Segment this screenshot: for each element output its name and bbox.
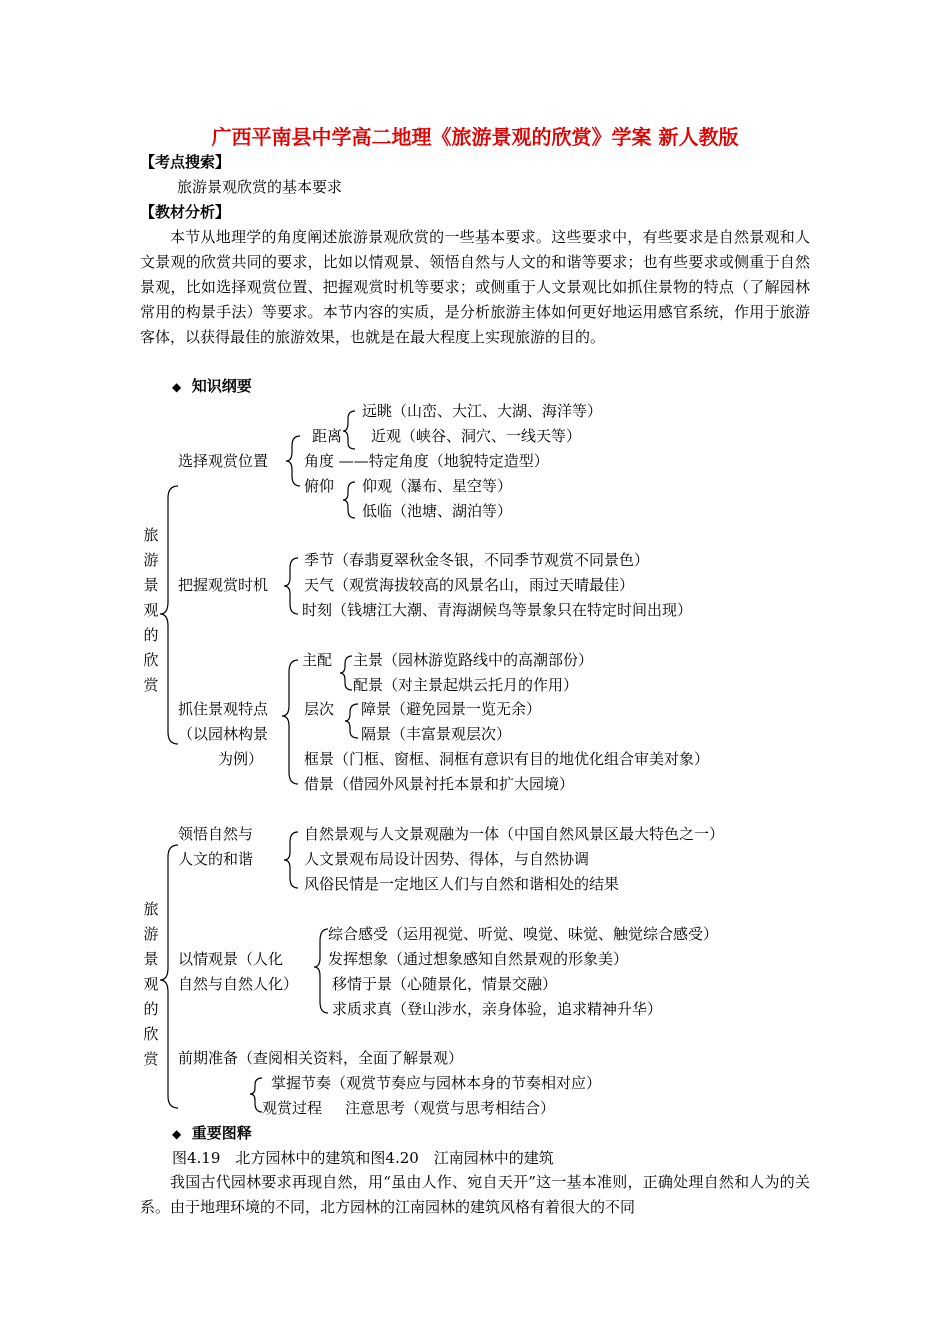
brace-zhupei xyxy=(340,656,352,690)
diagram2-root-label: 旅 游 景 观 的 欣 赏 xyxy=(143,900,159,1068)
brace-fuyang xyxy=(343,482,355,518)
node-lingwu-line1: 领悟自然与 xyxy=(178,825,254,843)
node-l2: 人文景观布局设计因势、得体，与自然协调 xyxy=(304,850,590,868)
node-q2: 发挥想象（通过想象感知自然景观的形象美） xyxy=(328,950,629,968)
brace-d1-root xyxy=(160,486,178,744)
brace-zhuazhu xyxy=(282,660,298,784)
node-jijie: 季节（春翡夏翠秋金冬银，不同季节观赏不同景色） xyxy=(304,551,650,569)
brace-yiqing xyxy=(314,929,328,1013)
node-q1: 综合感受（运用视觉、听觉、嗅觉、味觉、触觉综合感受） xyxy=(328,925,719,943)
section-heading-jiaocai: 【教材分析】 xyxy=(140,203,231,221)
node-q3: 移情于景（心随景化，情景交融） xyxy=(332,975,558,993)
node-tianqi: 天气（观赏海拔较高的风景名山，雨过天晴最佳） xyxy=(304,576,635,594)
section-heading-tushi: ◆ 重要图释 xyxy=(172,1124,252,1142)
kaodian-text: 旅游景观欣赏的基本要求 xyxy=(177,178,343,196)
node-juli: 距离 xyxy=(312,427,343,445)
node-kuangjing: 框景（门框、窗框、洞框有意识有目的地优化组合审美对象） xyxy=(304,750,710,768)
node-l3: 风俗民情是一定地区人们与自然和谐相处的结果 xyxy=(304,875,620,893)
node-zhupei: 主配 xyxy=(302,651,333,669)
node-dilin: 低临（池塘、湖泊等） xyxy=(362,502,513,520)
node-cengci: 层次 xyxy=(304,700,335,718)
node-lingwu-line2: 人文的和谐 xyxy=(178,850,254,868)
node-jiaodu: 角度 ——特定角度（地貌特定造型） xyxy=(304,452,549,470)
node-zhuazhu-line2: （以园林构景 xyxy=(178,725,269,743)
node-zhuazhu-line1: 抓住景观特点 xyxy=(178,700,269,718)
node-xuanze: 选择观赏位置 xyxy=(178,452,269,470)
jiaocai-paragraph: 本节从地理学的角度阐述旅游景观欣赏的一些基本要求。这些要求中，有些要求是自然景观和人文景观的欣赏共同的要求，比如以情观景、领悟自然与人文的和谐等要求；也有些要求或侧重于自然景观，比如选择观赏位置、把握观赏时机等要求；或侧重于人文景观比如抓住景物的特点（了解园林常用的构景手法）等要求。本节内容的实质，是分析旅游主体如何更好地运用感官系统，作用于旅游客体，以获得最佳的旅游效果，也就是在最大程度上实现旅游的目的。 xyxy=(140,228,810,346)
node-qianqi: 前期准备（查阅相关资料，全面了解景观） xyxy=(178,1049,464,1067)
node-yuantiao: 远眺（山峦、大江、大湖、海洋等） xyxy=(362,402,603,420)
brace-lingwu xyxy=(284,832,298,888)
brace-bawo xyxy=(284,558,298,614)
node-yiqing-line1: 以情观景（人化 xyxy=(178,950,284,968)
tushi-paragraph: 我国古代园林要求再现自然，用“虽由人作、宛自天开”这一基本准则，正确处理自然和人为的关系。由于地理环境的不同，北方园林的江南园林的建筑风格有着很大的不同 xyxy=(140,1173,810,1216)
node-yiqing-line2: 自然与自然人化） xyxy=(178,975,299,993)
section-heading-zhishi: ◆ 知识纲要 xyxy=(172,377,252,395)
node-zhangjing: 障景（避免园景一览无余） xyxy=(361,700,542,718)
brace-guanshang xyxy=(250,1078,262,1112)
brace-cengci xyxy=(345,704,358,738)
node-guanshang: 观赏过程 xyxy=(262,1099,323,1117)
node-zhujing: 主景（园林游览路线中的高潮部份） xyxy=(353,651,594,669)
node-l1: 自然景观与人文景观融为一体（中国自然风景区最大特色之一） xyxy=(304,825,725,843)
node-zhangwo: 掌握节奏（观赏节奏应与园林本身的节奏相对应） xyxy=(271,1074,602,1092)
diamond-bullet-icon: ◆ xyxy=(172,1127,182,1141)
node-fuyang: 俯仰 xyxy=(304,477,335,495)
tushi-caption: 图4.19 北方园林中的建筑和图4.20 江南园林中的建筑 xyxy=(172,1149,554,1167)
node-peijing: 配景（对主景起烘云托月的作用） xyxy=(353,676,579,694)
brace-xuanze xyxy=(286,436,300,486)
brace-d2-root xyxy=(160,845,178,1108)
node-bawo: 把握观赏时机 xyxy=(178,576,269,594)
brace-juli xyxy=(343,411,355,449)
diamond-bullet-icon: ◆ xyxy=(172,380,182,394)
node-gejing: 隔景（丰富景观层次） xyxy=(361,725,512,743)
node-shike: 时刻（钱塘江大潮、青海湖候鸟等景象只在特定时间出现） xyxy=(302,601,693,619)
node-jiejing: 借景（借园外风景衬托本景和扩大园境） xyxy=(304,775,575,793)
section-heading-kaodian: 【考点搜索】 xyxy=(140,153,231,171)
node-q4: 求质求真（登山涉水，亲身体验，追求精神升华） xyxy=(332,1000,663,1018)
node-zhuazhu-line3: 为例） xyxy=(218,750,264,768)
node-jinguan: 近观（峡谷、洞穴、一线天等） xyxy=(371,427,582,445)
node-yangguan: 仰观（瀑布、星空等） xyxy=(362,477,513,495)
document-title: 广西平南县中学高二地理《旅游景观的欣赏》学案 新人教版 xyxy=(211,125,739,149)
diagram1-root-label: 旅 游 景 观 的 欣 赏 xyxy=(143,526,159,694)
node-zhuyi: 注意思考（观赏与思考相结合） xyxy=(345,1099,556,1117)
